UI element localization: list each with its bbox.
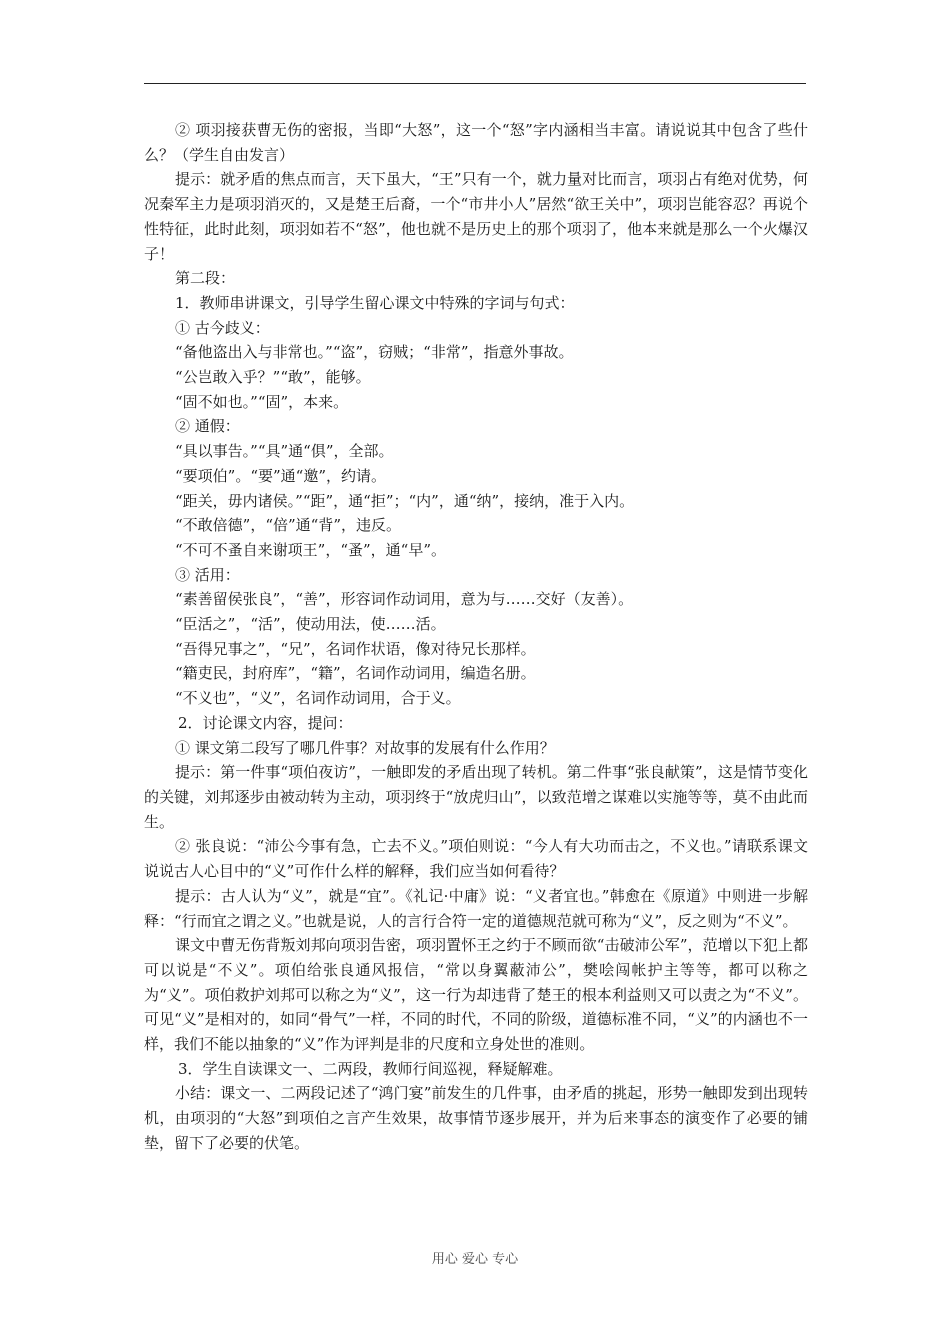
document-body (144, 118, 808, 1156)
header-rule (144, 83, 806, 84)
paragraph: “不可不蚤自来谢项王”，“蚤”，通“早”。 (175, 540, 447, 559)
paragraph: 第二段： (175, 269, 236, 288)
paragraph: “固不如也。”“固”，本来。 (175, 392, 349, 411)
paragraph: “吾得兄事之”，“兄”，名词作状语，像对待兄长那样。 (175, 639, 536, 658)
paragraph: ② 通假： (175, 417, 240, 436)
paragraph: “具以事告。”“具”通“俱”，全部。 (175, 442, 394, 461)
paragraph: 提示：第一件事“项伯夜访”，一触即发的矛盾出现了转机。第二件事“张良献策”，这是情节变化的关键，刘邦逐步由被动转为主动，项羽终于“放虎归山”，以致范增之谋难以实施等等，莫不由此而生。 (144, 763, 808, 831)
paragraph: 提示：就矛盾的焦点而言，天下虽大，“王”只有一个，就力量对比而言，项羽占有绝对优势，何况秦军主力是项羽消灭的，又是楚王后裔，一个“市井小人”居然“欲王关中”，项羽岂能容忍？再说个性特征，此时此刻，项羽如若不“怒”，他也就不是历史上的那个项羽了，他本来就是那么一个火爆汉子！ (144, 170, 808, 263)
paragraph: “要项伯”。“要”通“邀”，约请。 (175, 466, 387, 485)
paragraph: “不义也”，“义”，名词作动词用，合于义。 (175, 689, 461, 708)
paragraph: “素善留侯张良”，“善”，形容词作动词用，意为与……交好（友善）。 (175, 590, 634, 609)
paragraph: “距关，毋内诸侯。”“距”，通“拒”；“内”，通“纳”，接纳，准于入内。 (175, 491, 635, 510)
page-footer: 用心 爱心 专心 (431, 1252, 519, 1267)
paragraph: “籍吏民，封府库”，“籍”，名词作动词用，编造名册。 (175, 664, 536, 683)
paragraph: “不敢倍德”，“倍”通“背”，违反。 (175, 516, 402, 535)
paragraph: 2．讨论课文内容，提问： (178, 713, 353, 732)
paragraph: “备他盗出入与非常也。”“盗”，窃贼；“非常”，指意外事故。 (175, 343, 574, 362)
paragraph: ① 课文第二段写了哪几件事？对故事的发展有什么作用？ (175, 738, 555, 757)
paragraph: 3．学生自读课文一、二两段，教师行间巡视，释疑解难。 (178, 1059, 563, 1078)
paragraph: ② 张良说：“沛公今事有急，亡去不义。”项伯则说：“今人有大功而击之，不义也。”请联系课文说说古人心目中的“义”可作什么样的解释，我们应当如何看待？ (144, 837, 808, 881)
paragraph: 课文中曹无伤背叛刘邦向项羽告密，项羽置怀王之约于不顾而欲“击破沛公军”，范增以下犯上都可以说是“不义”。项伯给张良通风报信，“常以身翼蔽沛公”，樊哙闯帐护主等等，都可以称之为“义”。项伯救护刘邦可以称之为“义”，这一行为却违背了楚王的根本利益则又可以责之为“不义”。可见“义”是相对的，如同“骨气”一样，不同的时代，不同的阶级，道德标准不同，“义”的内涵也不一样，我们不能以抽象的“义”作为评判是非的尺度和立身处世的准则。 (144, 936, 808, 1054)
paragraph: “臣活之”，“活”，使动用法，使……活。 (175, 615, 446, 634)
paragraph: ① 古今歧义： (175, 318, 270, 337)
paragraph: “公岂敢入乎？”“敢”，能够。 (175, 368, 371, 387)
paragraph: ② 项羽接获曹无伤的密报，当即“大怒”，这一个“怒”字内涵相当丰富。请说说其中包含了些什么？（学生自由发言） (144, 121, 808, 164)
paragraph: 1．教师串讲课文，引导学生留心课文中特殊的字词与句式： (175, 293, 575, 312)
paragraph: 小结：课文一、二两段记述了“鸿门宴”前发生的几件事，由矛盾的挑起，形势一触即发到出现转机，由项羽的“大怒”到项伯之言产生效果，故事情节逐步展开，并为后来事态的演变作了必要的铺垫，留下了必要的伏笔。 (144, 1084, 808, 1152)
paragraph: ③ 活用： (175, 565, 240, 584)
paragraph: 提示：古人认为“义”，就是“宜”。《礼记·中庸》说：“义者宜也。”韩愈在《原道》中则进一步解释：“行而宜之谓之义。”也就是说，人的言行合符一定的道德规范就可称为“义”，反之则为“不义”。 (144, 886, 808, 930)
